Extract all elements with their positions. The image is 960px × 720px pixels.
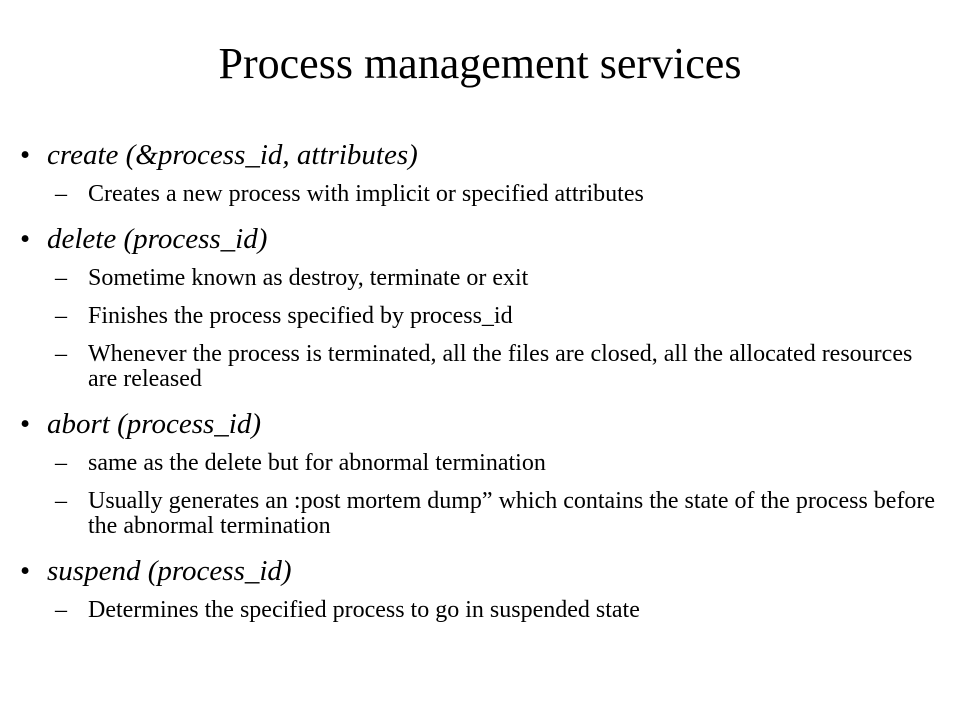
sub-bullet-text: same as the delete but for abnormal termination bbox=[88, 450, 546, 476]
sub-bullet-text: Whenever the process is terminated, all the files are closed, all the allocated resources are released bbox=[88, 341, 913, 392]
bullet-dot-icon: • bbox=[20, 408, 31, 440]
bullet-delete bbox=[20, 220, 940, 258]
bullet-text: delete (process_id) bbox=[47, 223, 268, 255]
sub-bullet bbox=[20, 182, 938, 207]
bullet-dot-icon: • bbox=[20, 555, 31, 587]
sub-bullet bbox=[20, 489, 938, 539]
sub-bullet bbox=[20, 451, 938, 476]
sub-bullet bbox=[20, 304, 938, 329]
dash-icon: – bbox=[55, 341, 67, 367]
sub-bullet-text: Sometime known as destroy, terminate or exit bbox=[88, 265, 529, 291]
dash-icon: – bbox=[55, 450, 67, 476]
sub-bullet-text: Finishes the process specified by process_id bbox=[88, 303, 513, 329]
sub-bullet-text: Usually generates an :post mortem dump” which contains the state of the process before the abnormal termination bbox=[88, 488, 936, 539]
slide-content bbox=[20, 136, 940, 636]
dash-icon: – bbox=[55, 488, 67, 514]
dash-icon: – bbox=[55, 597, 67, 623]
bullet-dot-icon: • bbox=[20, 223, 31, 255]
bullet-suspend bbox=[20, 552, 940, 590]
sub-bullet-text: Determines the specified process to go in suspended state bbox=[88, 597, 640, 623]
sub-bullet-text: Creates a new process with implicit or specified attributes bbox=[88, 181, 644, 207]
slide-title: Process management services bbox=[218, 39, 742, 88]
bullet-group-delete bbox=[20, 220, 940, 392]
bullet-group-abort bbox=[20, 405, 940, 539]
bullet-dot-icon: • bbox=[20, 139, 31, 171]
bullet-abort bbox=[20, 405, 940, 443]
dash-icon: – bbox=[55, 303, 67, 329]
dash-icon: – bbox=[55, 181, 67, 207]
bullet-group-create bbox=[20, 136, 940, 207]
sub-bullet bbox=[20, 342, 938, 392]
bullet-create bbox=[20, 136, 940, 174]
bullet-text: create (&process_id, attributes) bbox=[47, 139, 418, 171]
bullet-text: suspend (process_id) bbox=[47, 555, 292, 587]
sub-bullet bbox=[20, 598, 938, 623]
dash-icon: – bbox=[55, 265, 67, 291]
bullet-group-suspend bbox=[20, 552, 940, 623]
bullet-text: abort (process_id) bbox=[47, 408, 261, 440]
sub-bullet bbox=[20, 266, 938, 291]
